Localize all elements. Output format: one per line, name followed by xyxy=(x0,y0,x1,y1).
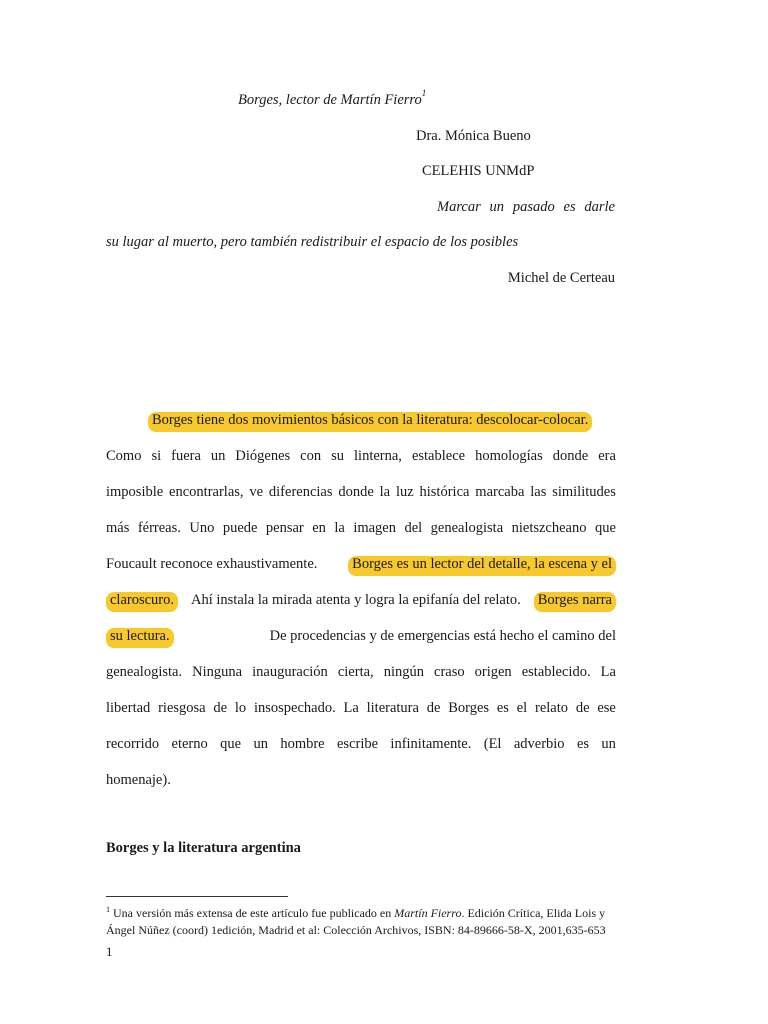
footnote-text: . Edición Crítica, Elida Lois y xyxy=(461,906,606,920)
word: ese xyxy=(597,700,616,716)
paragraph-line xyxy=(106,448,616,468)
line-text: Foucault reconoce exhaustivamente. xyxy=(106,556,318,572)
word: encontrarlas, xyxy=(169,484,244,500)
paragraph-line xyxy=(106,736,616,756)
word: del xyxy=(404,520,423,536)
paragraph-line xyxy=(106,556,616,576)
word: insospechado. xyxy=(253,700,336,716)
word: si xyxy=(151,448,162,464)
footnote-marker: 1 xyxy=(106,905,110,914)
footnote-line xyxy=(106,901,662,922)
word: Uno xyxy=(189,520,215,536)
highlighted-text: claroscuro. xyxy=(106,592,178,612)
word: Borges xyxy=(448,700,490,716)
paragraph-line: homenaje). xyxy=(106,772,171,788)
footnote-italic-title: Martín Fierro xyxy=(394,906,462,920)
footnote-line: Ángel Núñez (coord) 1edición, Madrid et al: Colección Archivos, ISBN: 84-89666-58-X, 2001,635-653 xyxy=(106,923,606,937)
word: imposible xyxy=(106,484,164,500)
epigraph-author: Michel de Certeau xyxy=(507,270,615,286)
epigraph-word: darle xyxy=(584,199,615,215)
word: en xyxy=(312,520,326,536)
word: relato xyxy=(535,700,569,716)
word: Como xyxy=(106,448,142,464)
word: es xyxy=(496,700,509,716)
highlighted-text: Borges es un lector del detalle, la escena y el xyxy=(348,556,616,576)
word: un xyxy=(253,736,268,752)
word: origen xyxy=(474,664,512,680)
word: imagen xyxy=(353,520,396,536)
word: ningún xyxy=(383,664,424,680)
word: libertad xyxy=(106,700,151,716)
word: nietszcheano xyxy=(511,520,587,536)
word: hombre xyxy=(280,736,325,752)
word: donde xyxy=(552,448,589,464)
word: homologías xyxy=(475,448,543,464)
word: que xyxy=(220,736,242,752)
word: establecido. xyxy=(521,664,591,680)
word: era xyxy=(598,448,616,464)
paragraph-line xyxy=(106,520,616,540)
section-heading: Borges y la literatura argentina xyxy=(106,840,301,856)
word: diferencias xyxy=(268,484,333,500)
title-footnote-marker[interactable]: 1 xyxy=(421,88,427,98)
word: escribe xyxy=(336,736,379,752)
paragraph-line xyxy=(106,412,616,432)
epigraph-word: Marcar xyxy=(437,199,481,215)
word: las xyxy=(530,484,547,500)
word: inauguración xyxy=(252,664,328,680)
word: marcaba xyxy=(475,484,525,500)
word: eterno xyxy=(171,736,208,752)
word: fuera xyxy=(171,448,201,464)
highlighted-text: Borges narra xyxy=(534,592,616,612)
word: donde xyxy=(338,484,374,500)
word: la xyxy=(334,520,345,536)
word: Diógenes xyxy=(235,448,291,464)
word: férreas. xyxy=(137,520,181,536)
epigraph-word: es xyxy=(563,199,576,215)
institution: CELEHIS UNMdP xyxy=(422,163,535,179)
word: luz xyxy=(395,484,414,500)
word: adverbio xyxy=(513,736,565,752)
epigraph-word: un xyxy=(489,199,505,215)
word: más xyxy=(106,520,130,536)
word: genealogista xyxy=(430,520,504,536)
word: puede xyxy=(222,520,258,536)
word: similitudes xyxy=(552,484,616,500)
highlighted-text: Borges tiene dos movimientos básicos con la literatura: descolocar-colocar. xyxy=(148,412,592,432)
word: su xyxy=(331,448,345,464)
word: histórica xyxy=(419,484,470,500)
word: pensar xyxy=(265,520,304,536)
paragraph-line xyxy=(106,484,616,504)
footnote-start xyxy=(106,901,605,922)
paragraph-line xyxy=(106,592,616,612)
paragraph-line xyxy=(106,628,616,648)
epigraph-line-1 xyxy=(437,199,615,216)
word: la xyxy=(379,484,391,500)
paragraph-line xyxy=(106,664,616,684)
word: ve xyxy=(249,484,264,500)
word: es xyxy=(576,736,590,752)
paragraph-line xyxy=(106,700,616,720)
word: La xyxy=(600,664,616,680)
word: Ninguna xyxy=(192,664,243,680)
highlighted-text: su lectura. xyxy=(106,628,174,648)
word: de xyxy=(213,700,228,716)
word: establece xyxy=(411,448,466,464)
document-title xyxy=(238,90,426,109)
title-text: Borges, lector de Martín Fierro xyxy=(238,91,422,108)
footnote-text: Una versión más extensa de este artículo fue publicado en xyxy=(113,906,392,920)
word: el xyxy=(516,700,528,716)
word: cierta, xyxy=(337,664,374,680)
line-text: Ahí instala la mirada atenta y logra la epifanía del relato. xyxy=(191,592,521,608)
word: literatura xyxy=(366,700,419,716)
word: craso xyxy=(434,664,465,680)
line-text: De procedencias y de emergencias está hecho el camino del xyxy=(269,628,616,644)
footnote-separator xyxy=(106,896,288,897)
word: de xyxy=(426,700,441,716)
word: riesgosa xyxy=(158,700,206,716)
word: lo xyxy=(234,700,247,716)
word: un xyxy=(601,736,616,752)
word: linterna, xyxy=(354,448,402,464)
word: La xyxy=(343,700,359,716)
epigraph-line-2: su lugar al muerto, pero también redistribuir el espacio de los posibles xyxy=(106,234,519,250)
word: de xyxy=(575,700,590,716)
page-number: 1 xyxy=(106,944,113,959)
word: (El xyxy=(483,736,502,752)
word: que xyxy=(594,520,616,536)
word: infinitamente. xyxy=(390,736,472,752)
author-name: Dra. Mónica Bueno xyxy=(416,128,531,144)
word: genealogista. xyxy=(106,664,183,680)
footnote xyxy=(106,901,662,939)
word: un xyxy=(210,448,226,464)
epigraph-word: pasado xyxy=(512,199,555,215)
word: con xyxy=(300,448,322,464)
word: recorrido xyxy=(106,736,160,752)
